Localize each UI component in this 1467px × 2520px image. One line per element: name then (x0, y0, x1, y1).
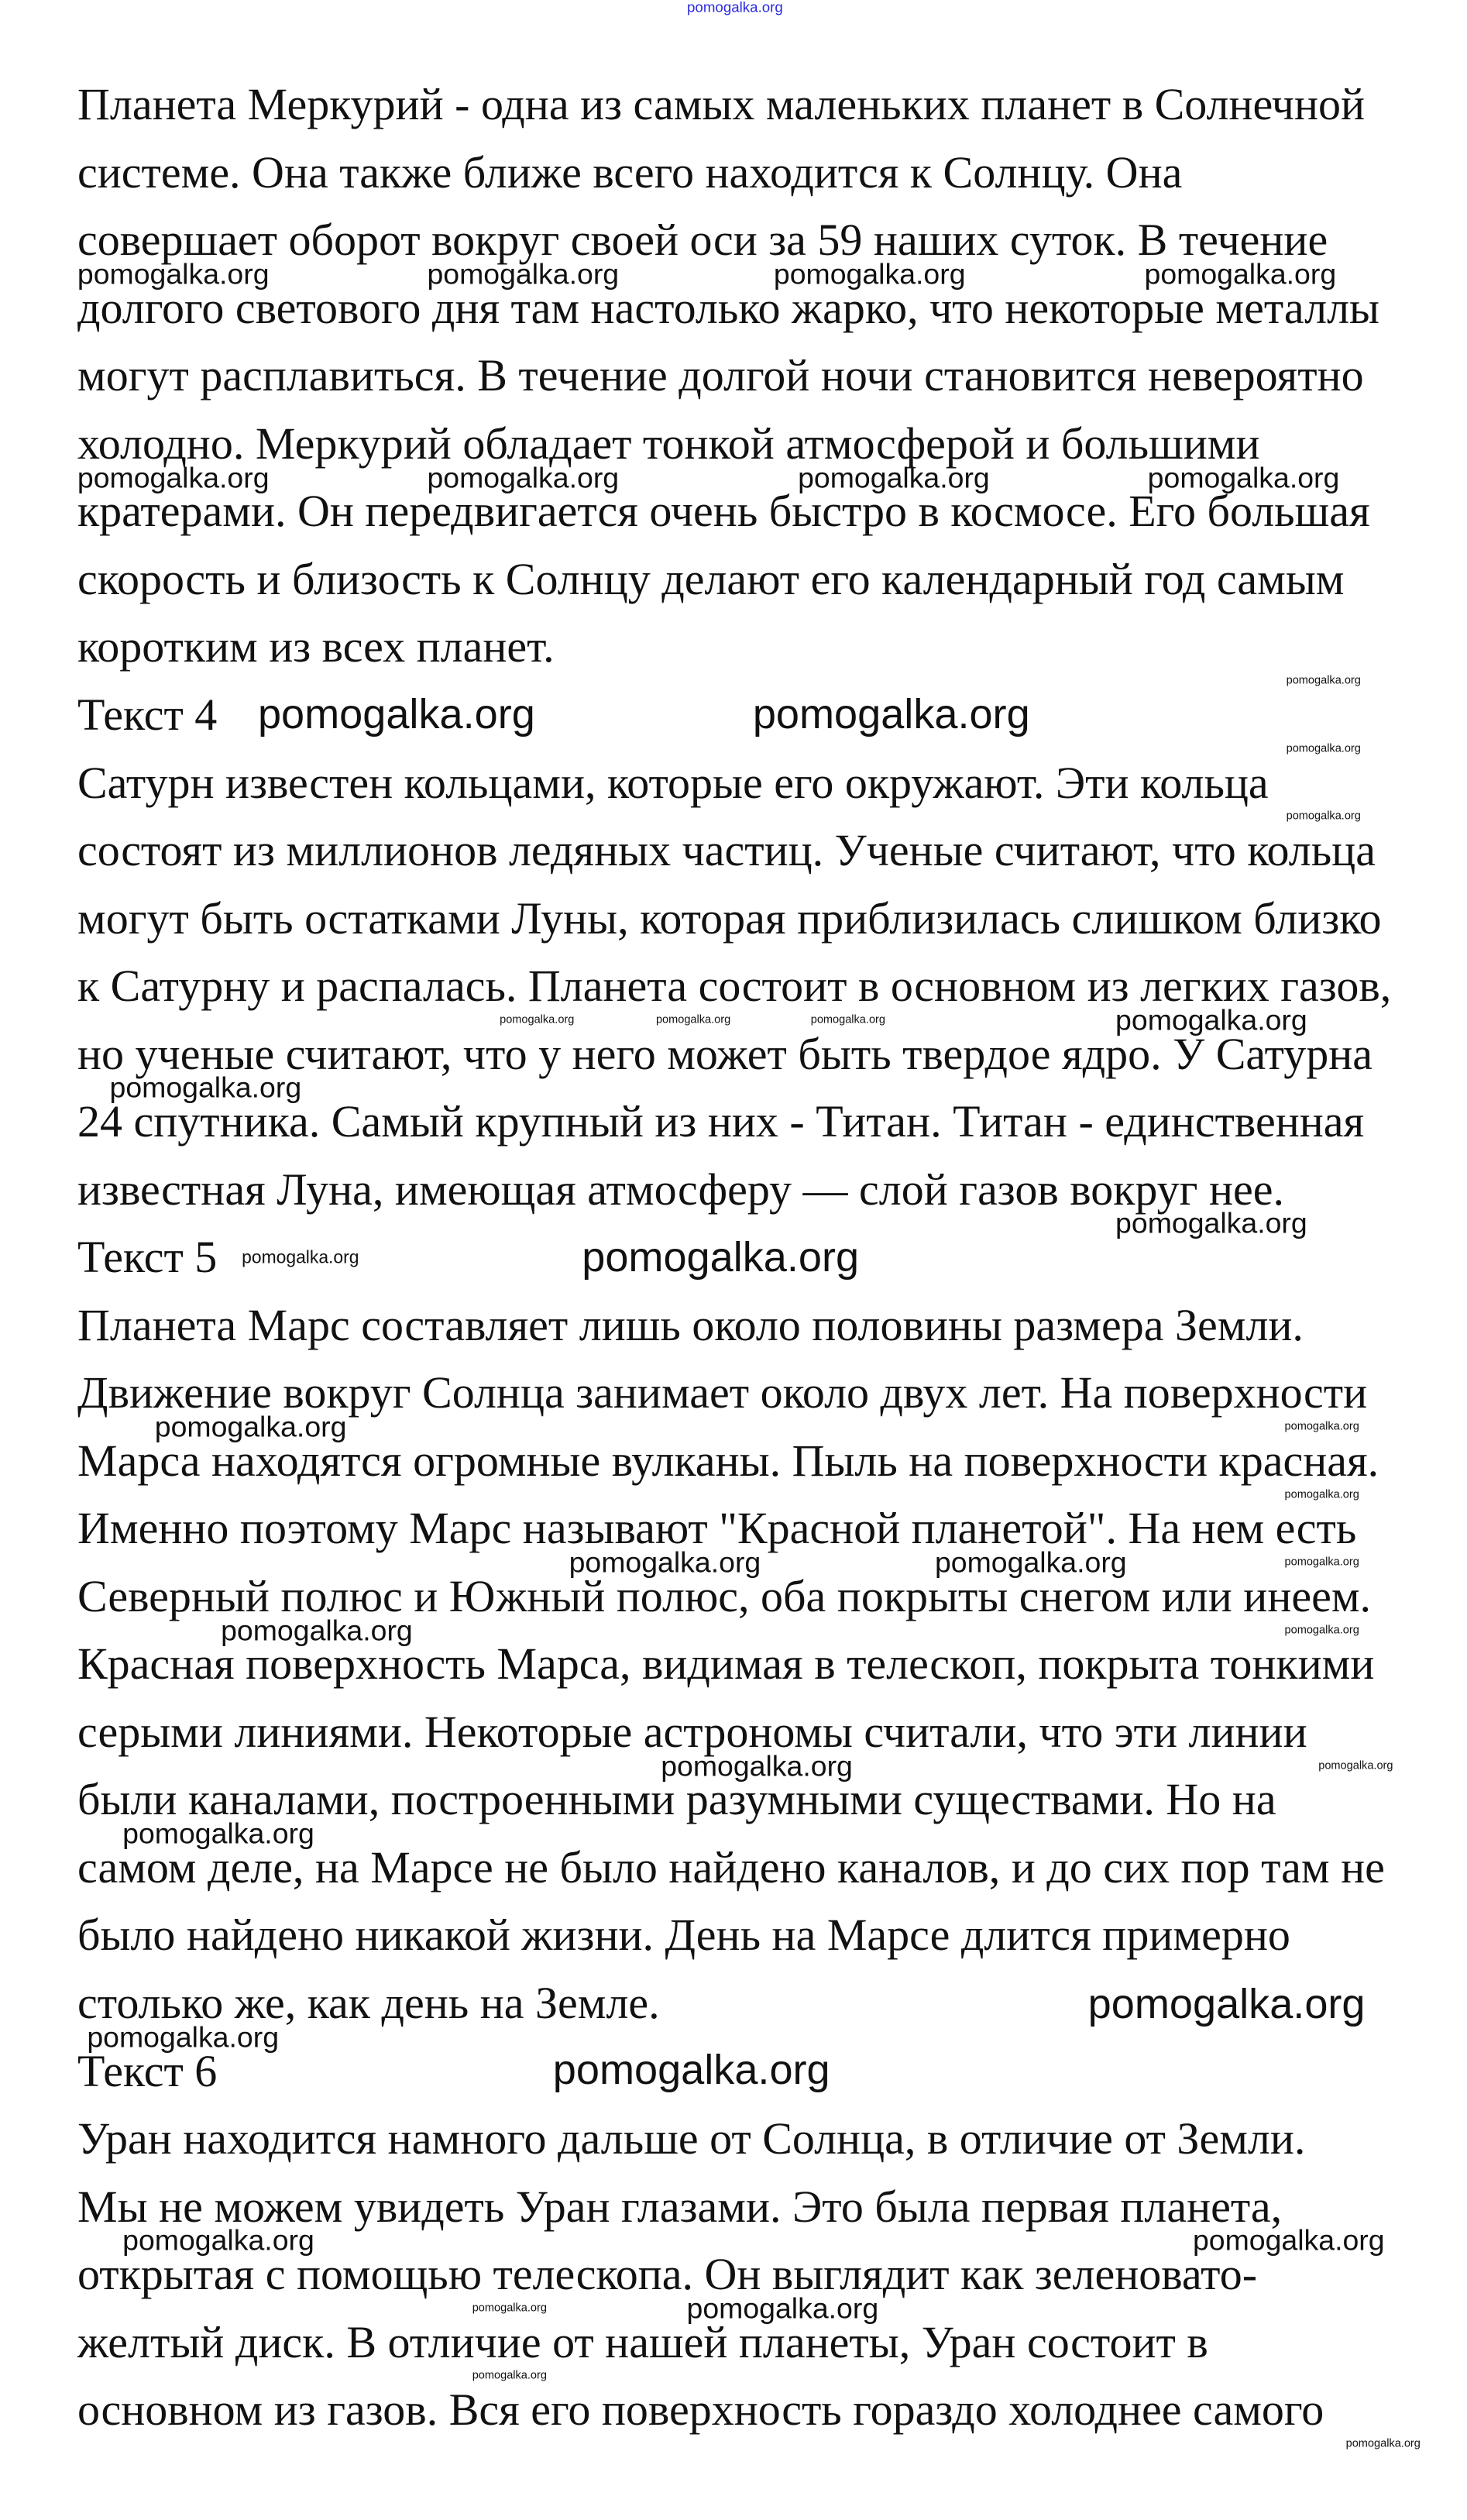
watermark: pomogalka.org (500, 1013, 575, 1026)
text-line: коротким из всех планет. (77, 621, 555, 672)
watermark: pomogalka.org (569, 1545, 761, 1579)
watermark: pomogalka.org (810, 1013, 885, 1026)
watermark: pomogalka.org (87, 2020, 280, 2054)
watermark: pomogalka.org (122, 1817, 314, 1850)
watermark: pomogalka.org (1284, 1556, 1359, 1569)
text-line: Планета Марс составляет лишь около половины размера Земли. (77, 1299, 1304, 1350)
watermark: pomogalka.org (661, 1748, 853, 1782)
watermark: pomogalka.org (686, 2291, 879, 2325)
watermark: pomogalka.org (752, 690, 1030, 737)
watermark: pomogalka.org (472, 2302, 547, 2315)
text-line: было найдено никакой жизни. День на Марсе длится примерно (77, 1910, 1290, 1961)
watermark: pomogalka.org (427, 460, 620, 493)
text-line: серыми линиями. Некоторые астрономы считали, что эти линии (77, 1706, 1307, 1757)
text-line: системе. Она также ближе всего находится к Солнцу. Она (77, 146, 1183, 198)
text-line: Сатурн известен кольцами, которые его окружают. Эти кольца (77, 757, 1269, 808)
watermark: pomogalka.org (582, 1234, 860, 1281)
watermark: pomogalka.org (472, 2370, 547, 2383)
text-line: кратерами. Он передвигается очень быстро в космосе. Его большая (77, 486, 1370, 537)
watermark: pomogalka.org (1087, 1980, 1366, 2027)
watermark: pomogalka.org (1286, 810, 1361, 823)
text-line: к Сатурну и распалась. Планета состоит в основном из легких газов, (77, 961, 1392, 1012)
watermark: pomogalka.org (1144, 257, 1337, 291)
section-heading: Текст 5 (77, 1232, 218, 1283)
watermark: pomogalka.org (552, 2046, 830, 2093)
watermark: pomogalka.org (1284, 1420, 1359, 1433)
watermark: pomogalka.org (1115, 1003, 1307, 1037)
text-line: Уран находится намного дальше от Солнца, в отличие от Земли. (77, 2113, 1306, 2164)
text-line: желтый диск. В отличие от нашей планеты, Уран состоит в (77, 2316, 1208, 2367)
text-line: Планета Меркурий - одна из самых маленьких планет в Солнечной (77, 79, 1366, 130)
text-line: Именно поэтому Марс называют "Красной планетой". На нем есть (77, 1503, 1357, 1554)
watermark: pomogalka.org (122, 2223, 314, 2257)
watermark: pomogalka.org (427, 257, 620, 291)
watermark: pomogalka.org (655, 1013, 731, 1026)
text-line: Мы не можем увидеть Уран глазами. Это была первая планета, (77, 2181, 1283, 2232)
text-line: могут расплавиться. В течение долгой ночи становится невероятно (77, 350, 1364, 401)
text-line: основном из газов. Вся его поверхность гораздо холоднее самого (77, 2384, 1324, 2436)
watermark: pomogalka.org (77, 460, 270, 493)
text-line: скорость и близость к Солнцу делают его календарный год самым (77, 553, 1345, 604)
watermark: pomogalka.org (1192, 2223, 1385, 2257)
text-line: совершает оборот вокруг своей оси за 59 наших суток. В течение (77, 215, 1328, 266)
watermark: pomogalka.org (1147, 460, 1340, 493)
watermark: pomogalka.org (798, 460, 990, 493)
watermark: pomogalka.org (1284, 1488, 1359, 1501)
watermark: pomogalka.org (154, 1410, 347, 1443)
text-line: могут быть остатками Луны, которая приблизилась слишком близко (77, 892, 1382, 944)
section-heading: Текст 4 (77, 689, 218, 740)
text-line: холодно. Меркурий обладает тонкой атмосферой и большими (77, 418, 1260, 469)
text-line: Красная поверхность Марса, видимая в телескоп, покрыта тонкими (77, 1638, 1375, 1690)
watermark: pomogalka.org (1345, 2437, 1421, 2450)
watermark: pomogalka.org (77, 257, 270, 291)
watermark: pomogalka.org (242, 1246, 359, 1267)
watermark: pomogalka.org (687, 0, 783, 16)
text-line: Северный полюс и Южный полюс, оба покрыты снегом или инеем. (77, 1570, 1372, 1621)
text-line: открытая с помощью телескопа. Он выглядит как зеленовато- (77, 2249, 1258, 2300)
text-line: состоят из миллионов ледяных частиц. Ученые считают, что кольца (77, 825, 1376, 876)
watermark: pomogalka.org (1115, 1206, 1307, 1239)
text-line: известная Луна, имеющая атмосферу — слой газов вокруг нее. (77, 1164, 1284, 1215)
text-line: были каналами, построенными разумными существами. Но на (77, 1774, 1276, 1825)
watermark: pomogalka.org (1284, 1624, 1359, 1637)
watermark: pomogalka.org (221, 1613, 413, 1646)
watermark: pomogalka.org (1286, 674, 1361, 687)
watermark: pomogalka.org (1318, 1759, 1393, 1772)
watermark: pomogalka.org (257, 690, 535, 737)
text-line: долгого светового дня там настолько жарко, что некоторые металлы (77, 282, 1379, 333)
watermark: pomogalka.org (773, 257, 966, 291)
text-line: Марса находятся огромные вулканы. Пыль на поверхности красная. (77, 1435, 1379, 1486)
text-line: но ученые считают, что у него может быть твердое ядро. У Сатурна (77, 1028, 1373, 1079)
text-line: столько же, как день на Земле. (77, 1978, 660, 2029)
text-line: самом деле, на Марсе не было найдено каналов, и до сих пор там не (77, 1841, 1385, 1893)
text-line: 24 спутника. Самый крупный из них - Титан. Титан - единственная (77, 1096, 1365, 1147)
watermark: pomogalka.org (1286, 742, 1361, 755)
section-heading: Текст 6 (77, 2045, 218, 2096)
watermark: pomogalka.org (934, 1545, 1127, 1579)
text-line: Движение вокруг Солнца занимает около двух лет. На поверхности (77, 1367, 1368, 1418)
watermark: pomogalka.org (109, 1071, 302, 1104)
